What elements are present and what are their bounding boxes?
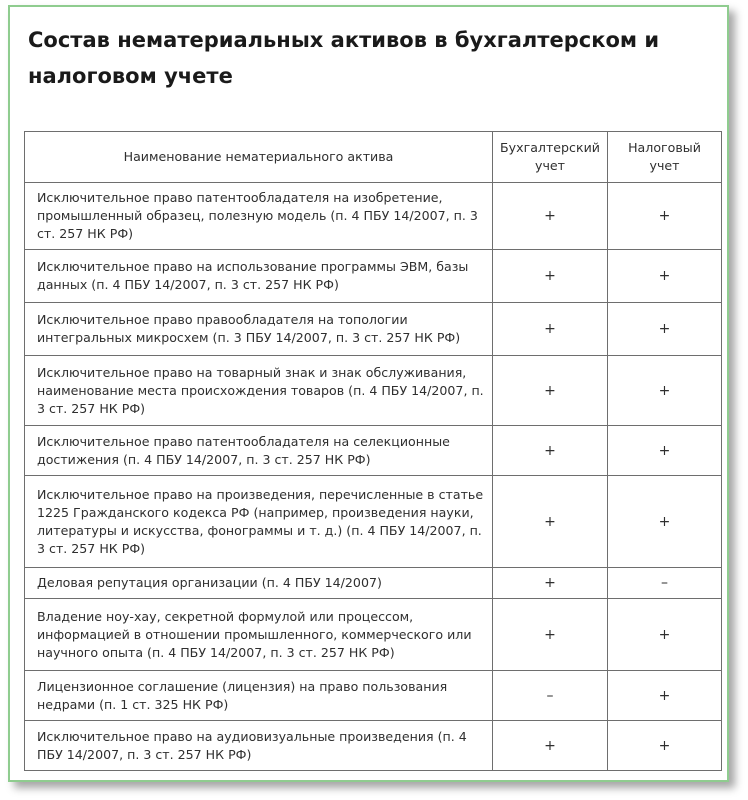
accounting-mark: + xyxy=(493,303,608,356)
asset-name-cell: Деловая репутация организации (п. 4 ПБУ 14/2007) xyxy=(25,568,493,599)
intangible-assets-table xyxy=(24,131,722,771)
table-row xyxy=(25,476,722,568)
asset-name-cell: Исключительное право на произведения, перечисленные в статье 1225 Гражданского кодекса РФ (например, произведения науки, литературы и искусства, фонограммы и т. д.) (п. 4 ПБУ 14/2007, п. 3 ст. 257 НК РФ) xyxy=(25,476,493,568)
asset-name-cell: Лицензионное соглашение (лицензия) на право пользования недрами (п. 1 ст. 325 НК РФ) xyxy=(25,671,493,721)
table-row xyxy=(25,183,722,250)
tax-mark: + xyxy=(608,721,722,771)
table-row xyxy=(25,721,722,771)
accounting-mark: + xyxy=(493,426,608,476)
table-row xyxy=(25,599,722,671)
asset-name-cell: Исключительное право на аудиовизуальные произведения (п. 4 ПБУ 14/2007, п. 3 ст. 257 НК РФ) xyxy=(25,721,493,771)
table-row xyxy=(25,303,722,356)
tax-mark: + xyxy=(608,250,722,303)
accounting-mark: + xyxy=(493,568,608,599)
table-header-row xyxy=(25,132,722,183)
tax-mark: + xyxy=(608,183,722,250)
accounting-mark: + xyxy=(493,476,608,568)
header-accounting: Бухгалтерский учет xyxy=(493,132,608,183)
accounting-mark: + xyxy=(493,356,608,426)
tax-mark: – xyxy=(608,568,722,599)
header-asset-name: Наименование нематериального актива xyxy=(25,132,493,183)
page-title: Состав нематериальных активов в бухгалтерском и налоговом учете xyxy=(28,28,660,88)
tax-mark: + xyxy=(608,476,722,568)
table-row xyxy=(25,671,722,721)
tax-mark: + xyxy=(608,671,722,721)
header-tax: Налоговый учет xyxy=(608,132,722,183)
tax-mark: + xyxy=(608,599,722,671)
tax-mark: + xyxy=(608,303,722,356)
table-row xyxy=(25,250,722,303)
asset-name-cell: Исключительное право правообладателя на топологии интегральных микросхем (п. 3 ПБУ 14/2007, п. 3 ст. 257 НК РФ) xyxy=(25,303,493,356)
accounting-mark: + xyxy=(493,599,608,671)
asset-name-cell: Исключительное право патентообладателя на селекционные достижения (п. 4 ПБУ 14/2007, п. 3 ст. 257 НК РФ) xyxy=(25,426,493,476)
table-row xyxy=(25,356,722,426)
tax-mark: + xyxy=(608,426,722,476)
asset-name-cell: Исключительное право на товарный знак и знак обслуживания, наименование места происхождения товаров (п. 4 ПБУ 14/2007, п. 3 ст. 257 НК РФ) xyxy=(25,356,493,426)
tax-mark: + xyxy=(608,356,722,426)
asset-name-cell: Исключительное право патентообладателя на изобретение, промышленный образец, полезную модель (п. 4 ПБУ 14/2007, п. 3 ст. 257 НК РФ) xyxy=(25,183,493,250)
accounting-mark: + xyxy=(493,250,608,303)
accounting-mark: + xyxy=(493,721,608,771)
asset-name-cell: Владение ноу-хау, секретной формулой или процессом, информацией в отношении промышленного, коммерческого или научного опыта (п. 4 ПБУ 14/2007, п. 3 ст. 257 НК РФ) xyxy=(25,599,493,671)
accounting-mark: + xyxy=(493,183,608,250)
accounting-mark: – xyxy=(493,671,608,721)
table-row xyxy=(25,568,722,599)
table-row xyxy=(25,426,722,476)
asset-name-cell: Исключительное право на использование программы ЭВМ, базы данных (п. 4 ПБУ 14/2007, п. 3 ст. 257 НК РФ) xyxy=(25,250,493,303)
